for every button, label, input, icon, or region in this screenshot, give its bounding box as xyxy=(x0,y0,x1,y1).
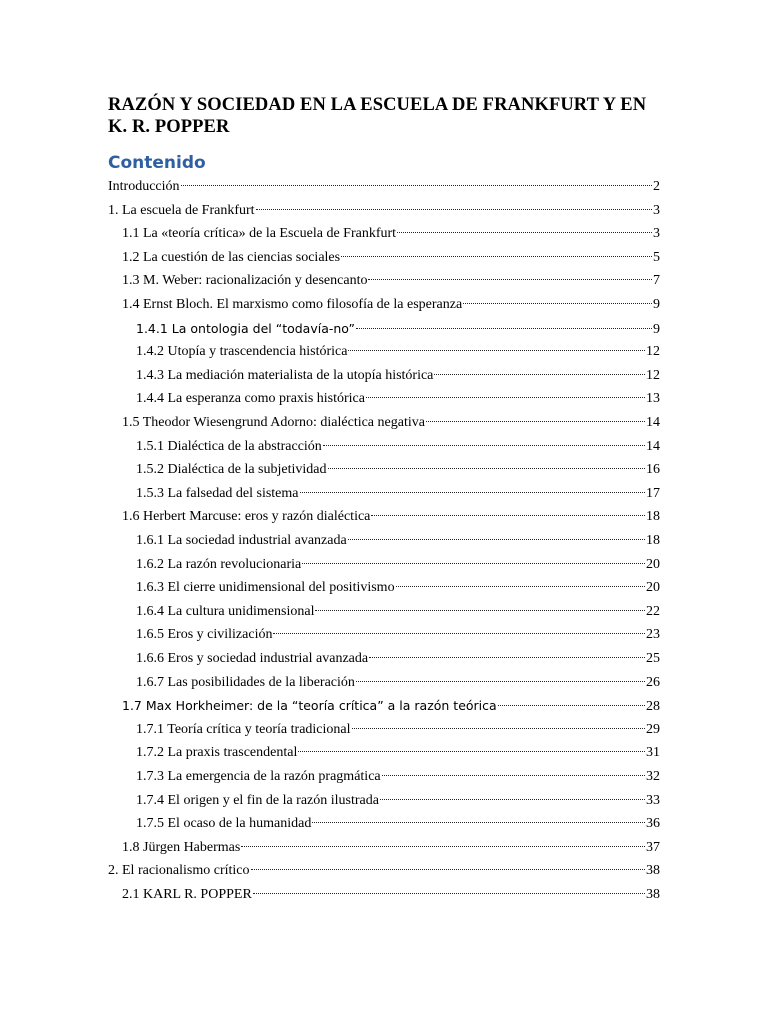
toc-entry-label: 1.4.3 La mediación materialista de la utopía histórica xyxy=(136,367,434,383)
toc-entry-page-number: 5 xyxy=(653,249,660,265)
toc-entry[interactable] xyxy=(136,719,660,741)
toc-leader-dots xyxy=(253,893,645,894)
toc-entry[interactable] xyxy=(136,601,660,623)
toc-entry-label: Introducción xyxy=(108,179,180,194)
toc-entry-label: 1.5.2 Dialéctica de la subjetividad xyxy=(136,462,327,478)
toc-entry-label: 1.7 Max Horkheimer: de la “teoría crítica” a la razón teórica xyxy=(122,698,497,714)
toc-leader-dots xyxy=(380,799,645,800)
toc-entry-label: 2. El racionalismo crítico xyxy=(108,863,250,879)
toc-entry-label: 1.6.2 La razón revolucionaria xyxy=(136,556,302,572)
toc-entry[interactable] xyxy=(122,294,660,316)
toc-entry[interactable] xyxy=(122,270,660,292)
toc-entry-page-number: 22 xyxy=(646,603,660,619)
toc-entry[interactable] xyxy=(136,648,660,670)
toc-entry-label: 1.6.7 Las posibilidades de la liberación xyxy=(136,674,355,690)
toc-leader-dots xyxy=(312,822,645,823)
toc-leader-dots xyxy=(302,563,645,564)
toc-entry-page-number: 25 xyxy=(646,651,660,666)
toc-leader-dots xyxy=(181,185,652,186)
toc-entry-page-number: 31 xyxy=(646,745,660,761)
toc-entry-page-number: 20 xyxy=(646,556,660,572)
toc-entry-page-number: 12 xyxy=(646,344,660,360)
toc-entry-page-number: 38 xyxy=(646,863,660,879)
toc-entry-label: 1. La escuela de Frankfurt xyxy=(108,202,255,218)
toc-entry[interactable] xyxy=(122,837,660,859)
toc-entry-page-number: 17 xyxy=(646,485,660,501)
toc-entry[interactable] xyxy=(136,436,660,458)
toc-leader-dots xyxy=(328,468,646,469)
toc-entry-page-number: 3 xyxy=(653,202,660,218)
toc-entry-label: 1.7.3 La emergencia de la razón pragmática xyxy=(136,769,381,784)
toc-entry[interactable] xyxy=(136,624,660,646)
toc-entry[interactable] xyxy=(108,860,660,882)
toc-entry-page-number: 33 xyxy=(646,792,660,808)
toc-entry-label: 1.7.5 El ocaso de la humanidad xyxy=(136,816,312,832)
toc-entry[interactable] xyxy=(122,884,660,906)
toc-leader-dots xyxy=(426,421,645,422)
toc-entry[interactable] xyxy=(122,223,660,245)
toc-leader-dots xyxy=(352,728,645,729)
toc-entry-label: 1.7.1 Teoría crítica y teoría tradicional xyxy=(136,721,351,737)
toc-leader-dots xyxy=(356,328,652,329)
toc-entry-page-number: 14 xyxy=(646,438,660,454)
toc-entry[interactable] xyxy=(136,577,660,599)
toc-entry-label: 1.6.3 El cierre unidimensional del positivismo xyxy=(136,580,395,596)
toc-entry[interactable] xyxy=(136,766,660,788)
toc-entry-page-number: 18 xyxy=(646,509,660,525)
toc-leader-dots xyxy=(366,397,645,398)
toc-entry-label: 1.6.5 Eros y civilización xyxy=(136,627,273,643)
toc-leader-dots xyxy=(498,705,645,706)
toc-entry-page-number: 9 xyxy=(653,321,660,337)
toc-entry-label: 1.3 M. Weber: racionalización y desencanto xyxy=(122,273,368,289)
toc-entry-label: 1.2 La cuestión de las ciencias sociales xyxy=(122,249,341,265)
toc-leader-dots xyxy=(341,256,652,257)
toc-entry-page-number: 32 xyxy=(646,769,660,784)
toc-leader-dots xyxy=(434,374,645,375)
toc-leader-dots xyxy=(371,515,645,516)
toc-entry-label: 1.4.1 La ontologia del “todavía-no” xyxy=(136,320,355,336)
toc-heading: Contenido xyxy=(108,153,206,173)
toc-entry[interactable] xyxy=(136,790,660,812)
toc-entry-page-number: 9 xyxy=(653,297,660,312)
toc-entry-label: 1.4.4 La esperanza como praxis histórica xyxy=(136,391,365,407)
toc-entry-page-number: 23 xyxy=(646,627,660,643)
toc-leader-dots xyxy=(369,657,645,658)
toc-entry-label: 1.6 Herbert Marcuse: eros y razón dialéctica xyxy=(122,509,371,525)
toc-entry-label: 1.5.3 La falsedad del sistema xyxy=(136,485,299,501)
toc-leader-dots xyxy=(273,633,645,634)
toc-entry[interactable] xyxy=(136,554,660,576)
toc-entry[interactable] xyxy=(122,695,660,717)
toc-entry-label: 1.1 La «teoría crítica» de la Escuela de Frankfurt xyxy=(122,226,397,242)
toc-entry-label: 1.4.2 Utopía y trascendencia histórica xyxy=(136,344,348,360)
toc-entry[interactable] xyxy=(136,672,660,694)
toc-leader-dots xyxy=(315,610,645,611)
toc-entry[interactable] xyxy=(136,530,660,552)
toc-entry-label: 1.7.4 El origen y el fin de la razón ilustrada xyxy=(136,792,379,808)
toc-entry-page-number: 37 xyxy=(646,839,660,855)
toc-entry-page-number: 26 xyxy=(646,674,660,690)
toc-entry[interactable] xyxy=(136,813,660,835)
toc-leader-dots xyxy=(396,586,645,587)
toc-leader-dots xyxy=(241,846,645,847)
toc-entry[interactable] xyxy=(136,318,660,340)
toc-leader-dots xyxy=(356,681,645,682)
toc-entry[interactable] xyxy=(136,341,660,363)
toc-leader-dots xyxy=(368,279,652,280)
toc-entry[interactable] xyxy=(136,483,660,505)
toc-entry[interactable] xyxy=(136,365,660,387)
toc-entry[interactable] xyxy=(122,506,660,528)
toc-entry-label: 1.6.1 La sociedad industrial avanzada xyxy=(136,533,347,548)
toc-leader-dots xyxy=(463,303,652,304)
toc-entry-page-number: 38 xyxy=(646,887,660,902)
toc-entry[interactable] xyxy=(122,412,660,434)
toc-leader-dots xyxy=(251,869,645,870)
toc-leader-dots xyxy=(397,232,652,233)
toc-entry-page-number: 12 xyxy=(646,367,660,383)
toc-entry-label: 1.4 Ernst Bloch. El marxismo como filosofía de la esperanza xyxy=(122,297,463,312)
toc-leader-dots xyxy=(298,751,645,752)
toc-entry-page-number: 29 xyxy=(646,721,660,737)
toc-entry-label: 1.6.4 La cultura unidimensional xyxy=(136,603,315,619)
toc-entry[interactable] xyxy=(122,247,660,269)
toc-entry-page-number: 36 xyxy=(646,816,660,832)
toc-entry-page-number: 20 xyxy=(646,580,660,596)
toc-entry-page-number: 28 xyxy=(646,699,660,715)
toc-entry[interactable] xyxy=(136,742,660,764)
toc-entry-label: 1.7.2 La praxis trascendental xyxy=(136,745,298,761)
toc-entry-page-number: 13 xyxy=(646,391,660,407)
toc-leader-dots xyxy=(256,209,652,210)
toc-entry-page-number: 16 xyxy=(646,462,660,478)
toc-entry-label: 1.8 Jürgen Habermas xyxy=(122,839,241,855)
toc-entry-label: 1.5.1 Dialéctica de la abstracción xyxy=(136,438,322,454)
toc-entry-label: 1.6.6 Eros y sociedad industrial avanzada xyxy=(136,651,369,666)
toc-leader-dots xyxy=(382,775,645,776)
toc-entry-page-number: 2 xyxy=(653,179,660,194)
toc-leader-dots xyxy=(323,445,645,446)
toc-entry-page-number: 7 xyxy=(653,273,660,289)
toc-leader-dots xyxy=(348,539,645,540)
toc-entry[interactable] xyxy=(136,459,660,481)
toc-entry-label: 2.1 KARL R. POPPER xyxy=(122,887,252,902)
toc-leader-dots xyxy=(300,492,645,493)
document-title: RAZÓN Y SOCIEDAD EN LA ESCUELA DE FRANKFURT Y EN K. R. POPPER xyxy=(108,95,647,137)
toc-leader-dots xyxy=(348,350,645,351)
toc-entry[interactable] xyxy=(108,200,660,222)
toc-entry-label: 1.5 Theodor Wiesengrund Adorno: dialéctica negativa xyxy=(122,415,425,430)
toc-entry-page-number: 3 xyxy=(653,226,660,242)
toc-entry[interactable] xyxy=(136,388,660,410)
toc-entry-page-number: 18 xyxy=(646,533,660,548)
toc-entry[interactable] xyxy=(108,176,660,198)
toc-entry-page-number: 14 xyxy=(646,415,660,430)
